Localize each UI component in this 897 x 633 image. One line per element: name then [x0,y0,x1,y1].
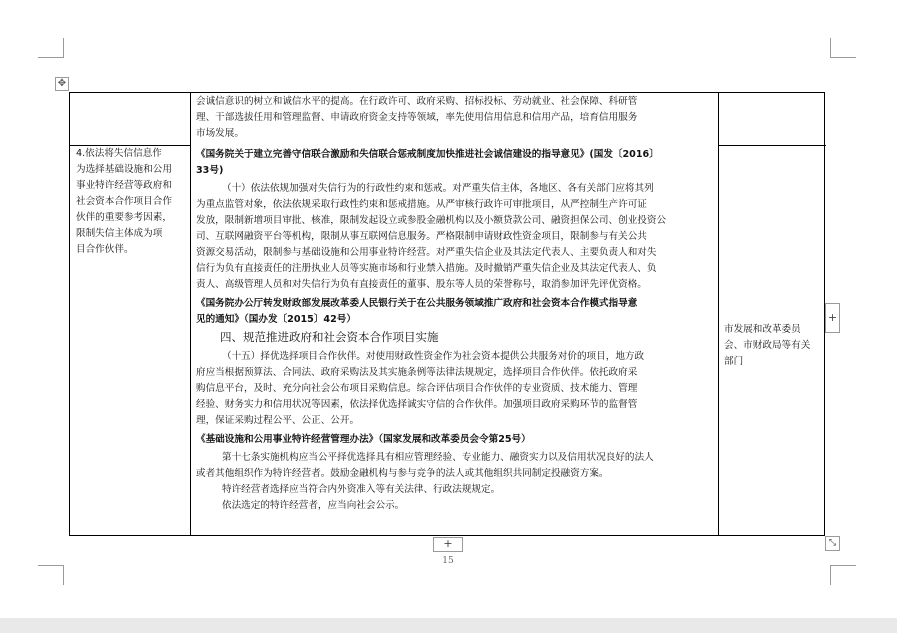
text-line: 会、市财政局等有关 [724,340,811,351]
text-line: 部门 [724,356,744,367]
text-line: 伙伴的重要参考因素， [76,212,172,223]
text-line: 理，保证采购过程公平、公正、公开。 [196,415,360,426]
text-line: 理、干部选拔任用和管理监督、申请政府资金支持等领域，率先使用信用信息和信用产品，培育信用服务 [196,112,638,123]
document-title: 33号) [196,165,224,176]
section-heading: 四、规范推进政府和社会资本合作项目实施 [220,330,439,344]
document-title: 《基础设施和公用事业特许经营管理办法》（国家发展和改革委员会令第25号） [196,434,531,445]
text-line: 4.依法将失信信息作 [76,148,162,159]
page-number: 15 [442,556,454,566]
add-row-icon[interactable]: + [433,537,463,552]
add-column-icon[interactable]: + [825,303,840,333]
text-line: 社会资本合作项目合作 [76,196,172,207]
text-line: 购信息平台，及时、充分向社会公布项目采购信息。综合评估项目合作伙伴的专业资质、技术能力、管理 [196,383,638,394]
text-line: 资源交易活动，限制参与基础设施和公用事业特许经营。对严重失信企业及其法定代表人、主要负责人和对失 [196,247,657,258]
text-line: 府应当根据预算法、合同法、政府采购法及其实施条例等法律法规规定，选择项目合作伙伴。依托政府采 [196,367,638,378]
text-line: 经验、财务实力和信用状况等因素，依法择优选择诚实守信的合作伙伴。加强项目政府采购环节的监督管 [196,399,638,410]
text-line: 事业特许经营等政府和 [76,180,172,191]
resize-icon[interactable]: ⤡ [825,536,840,551]
text-line: 司、互联网融资平台等机构，限制从事互联网信息服务。严格限制申请财政性资金项目，限制参与有关公共 [196,231,647,242]
text-line: 市场发展。 [196,128,244,139]
text-line: 为选择基础设施和公用 [76,164,172,175]
column-divider [190,93,191,535]
text-line: 或者其他组织作为特许经营者。鼓励金融机构与参与竞争的法人或其他组织共同制定投融资方案。 [196,468,609,479]
text-line: 市发展和改革委员 [724,324,801,335]
column-divider [718,93,719,535]
text-line: 信行为负有直接责任的注册执业人员等实施市场和行业禁入措施。及时撤销严重失信企业及其法定代表人、负 [196,263,657,274]
text-line: 为重点监管对象，依法依规采取行政性约束和惩戒措施。从严审核行政许可审批项目，从严控制生产许可证 [196,199,647,210]
workspace-background [0,618,897,633]
text-line: 特许经营者选择应当符合内外资准入等有关法律、行政法规规定。 [222,484,501,495]
text-line: 限制失信主体成为项 [76,228,163,239]
text-line: 依法选定的特许经营者，应当向社会公示。 [222,500,405,511]
document-title: 《国务院办公厅转发财政部发展改革委人民银行关于在公共服务领域推广政府和社会资本合作模式指导意 [196,298,638,309]
text-line: 目合作伙伴。 [76,244,134,255]
text-line: （十五）择优选择项目合作伙伴。对使用财政性资金作为社会资本提供公共服务对价的项目，地方政 [222,351,645,362]
text-line: 责人、高级管理人员和对失信行为负有直接责任的董事、股东等人员的荣誉称号，取消参加评先评优资格。 [196,279,647,290]
row-divider [718,145,826,146]
document-title: 见的通知》（国办发〔2015〕42号） [196,314,356,325]
text-line: 会诚信意识的树立和诚信水平的提高。在行政许可、政府采购、招标投标、劳动就业、社会保障、科研管 [196,96,638,107]
text-line: 发放，限制新增项目审批、核准，限制发起设立或参股金融机构以及小额贷款公司、融资担保公司、创业投资公 [196,215,667,226]
move-handle-icon[interactable]: ✥ [55,77,69,91]
text-line: （十）依法依规加强对失信行为的行政性约束和惩戒。对严重失信主体，各地区、各有关部门应将其列 [222,183,654,194]
policy-table [69,92,825,536]
document-title: 《国务院关于建立完善守信联合激励和失信联合惩戒制度加快推进社会诚信建设的指导意见》(国发〔2016〕 [196,149,659,160]
text-line: 第十七条实施机构应当公平择优选择具有相应管理经验、专业能力、融资实力以及信用状况良好的法人 [222,452,654,463]
